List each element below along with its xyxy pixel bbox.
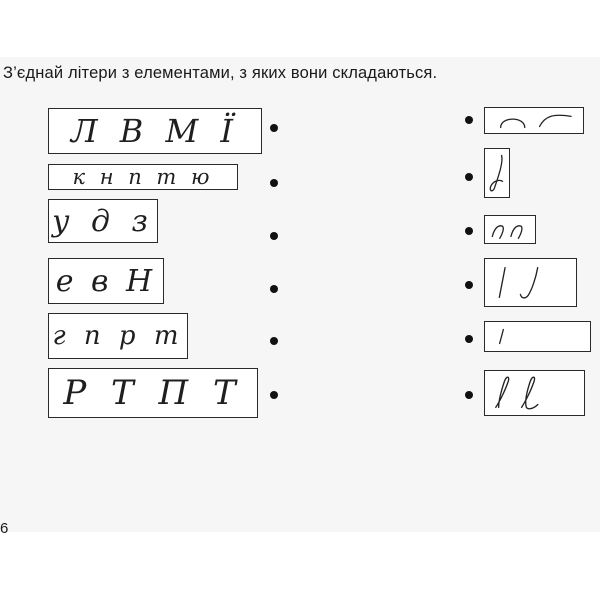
looped-stroke-element-icon — [485, 149, 509, 197]
element-box-3-dot[interactable] — [465, 227, 473, 235]
letter-group-6 — [48, 368, 258, 418]
letter-group-5 — [48, 313, 188, 359]
exercise-instruction: З’єднай літери з елементами, з яких вони складаються. — [3, 64, 438, 82]
letter-group-4-dot[interactable] — [270, 285, 278, 293]
element-box-5-dot[interactable] — [465, 335, 473, 343]
letter-group-1 — [48, 108, 262, 154]
letter-group-1-dot[interactable] — [270, 124, 278, 132]
element-box-2-dot[interactable] — [465, 173, 473, 181]
letter-group-4-text: е в Н — [55, 263, 157, 299]
straight-and-hooked-strokes-icon — [485, 259, 576, 306]
letter-group-6-text: Р Т П Т — [63, 373, 243, 413]
letter-group-3-dot[interactable] — [270, 232, 278, 240]
letter-group-4 — [48, 258, 164, 304]
arc-and-wave-elements-icon — [485, 108, 583, 133]
two-looped-strokes-icon — [485, 371, 584, 415]
element-box-4 — [484, 258, 577, 307]
element-box-3 — [484, 215, 536, 244]
letter-group-3-text: у д з — [52, 203, 154, 239]
hook-pair-elements-icon — [485, 216, 535, 243]
element-box-1-dot[interactable] — [465, 116, 473, 124]
page-number: 6 — [0, 520, 9, 537]
element-box-1 — [484, 107, 584, 134]
element-box-2 — [484, 148, 510, 198]
letter-group-5-dot[interactable] — [270, 337, 278, 345]
letter-group-5-text: г п р т — [52, 321, 184, 351]
element-box-6 — [484, 370, 585, 416]
letter-group-2-dot[interactable] — [270, 179, 278, 187]
letter-group-1-text: Л В М Ї — [70, 112, 240, 150]
letter-group-3 — [48, 199, 158, 243]
letter-group-2 — [48, 164, 238, 190]
element-box-6-dot[interactable] — [465, 391, 473, 399]
element-box-5 — [484, 321, 591, 352]
short-slant-stroke-icon — [485, 322, 590, 351]
letter-group-6-dot[interactable] — [270, 391, 278, 399]
letter-group-2-text: к н п т ю — [72, 165, 214, 189]
element-box-4-dot[interactable] — [465, 281, 473, 289]
